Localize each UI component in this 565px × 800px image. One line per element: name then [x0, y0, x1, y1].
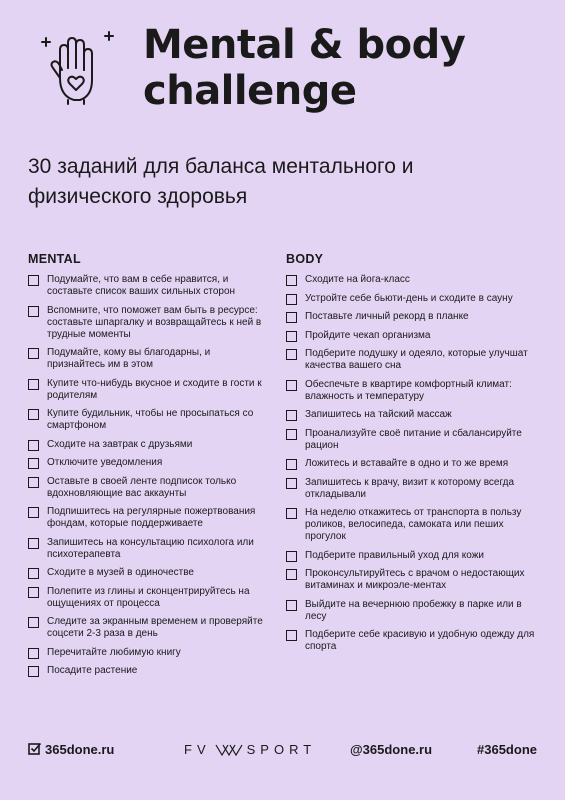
checkbox[interactable] [28, 348, 39, 359]
checklist-item-label: Обеспечьте в квартире комфортный климат: влажность и температуру [305, 378, 512, 402]
checklist-item [286, 507, 536, 543]
checkbox[interactable] [286, 569, 297, 580]
checklist-item-label: На неделю откажитесь от транспорта в пользу роликов, велосипеда, самоката или пеших прогулок [305, 507, 522, 542]
brand-logo [184, 742, 316, 757]
checklist-item-label: Купите будильник, чтобы не просыпаться со смартфоном [47, 408, 254, 431]
checklist-item [28, 347, 268, 371]
checklist-item-label: Вспомните, что поможет вам быть в ресурсе: составьте шпаргалку и возвращайтесь к ней в трудные моменты [47, 304, 262, 340]
checklist-item-label: Проанализуйте своё питание и сбалансируйте рацион [305, 427, 522, 451]
checklist-item-label: Пройдите чекап организма [305, 329, 431, 341]
checklist-item [28, 506, 268, 530]
checklist-item [286, 428, 536, 452]
footer-site-label: 365done.ru [45, 741, 115, 757]
checkbox[interactable] [28, 306, 39, 317]
checklist-item [28, 476, 268, 500]
checklist-item-label: Сходите на йога-класс [305, 274, 410, 285]
checklist-item [286, 379, 536, 403]
checklist-item-label: Купите что-нибудь вкусное и сходите в гости к родителям [47, 377, 262, 401]
checklist-item [286, 274, 536, 286]
checklist-item [28, 665, 268, 677]
checklist-item-label: Проконсультируйтесь с врачом о недостающих витаминах и микроэле-ментах [305, 568, 525, 591]
checkbox[interactable] [28, 275, 39, 286]
checklist-item [28, 537, 268, 561]
page-subtitle: 30 заданий для баланса ментального и физического здоровья [28, 155, 414, 208]
checkbox[interactable] [286, 551, 297, 562]
checkbox[interactable] [28, 379, 39, 390]
checklist-item-label: Выйдите на вечернюю пробежку в парке или в лесу [305, 598, 522, 622]
checklist-item-label: Запишитесь на тайский массаж [305, 409, 452, 420]
checklist-item [28, 586, 268, 610]
checklist-item-label: Подберите подушку и одеяло, которые улучшат качества вашего сна [305, 348, 528, 371]
checklist-item [286, 409, 536, 421]
checkbox[interactable] [28, 568, 39, 579]
checklist-item-label: Полепите из глины и сконцентрируйтесь на ощущениях от процесса [47, 585, 250, 609]
checklist-item-label: Запишитесь на консультацию психолога или психотерапевта [47, 536, 254, 560]
footer-site[interactable] [28, 742, 114, 757]
title-line-1: Mental & body [143, 22, 466, 68]
checklist-item [28, 408, 268, 432]
checkbox[interactable] [28, 648, 39, 659]
checklist-item [28, 616, 268, 640]
mental-task-list [28, 274, 268, 677]
checklist-item-label: Отключите уведомления [47, 457, 163, 468]
footer-handle[interactable]: @365done.ru [350, 741, 433, 757]
checklist-item [28, 647, 268, 659]
brand-right: SPORT [246, 741, 317, 757]
checklist-item-label: Устройте себе бьюти-день и сходите в сауну [305, 292, 513, 304]
checklist-item-label: Поставьте личный рекорд в планке [305, 311, 469, 322]
hand-heart-icon [38, 28, 120, 108]
title-line-2: challenge [143, 68, 357, 114]
checkbox[interactable] [28, 507, 39, 518]
checklist-item [286, 311, 536, 323]
checklist-item-label: Подберите правильный уход для кожи [305, 549, 484, 561]
checklist-item-label: Подпишитесь на регулярные пожертвования фондам, которые поддерживаете [47, 506, 256, 529]
page-title [143, 22, 465, 114]
checkbox[interactable] [286, 275, 297, 286]
checkbox[interactable] [286, 349, 297, 360]
checklist-item [286, 477, 536, 501]
checklist-item-label: Перечитайте любимую книгу [47, 646, 181, 658]
checkbox[interactable] [286, 508, 297, 519]
mental-heading: MENTAL [28, 252, 81, 266]
checkbox[interactable] [28, 587, 39, 598]
checklist-item [286, 330, 536, 342]
checkbox[interactable] [286, 331, 297, 342]
checklist-item [286, 568, 536, 592]
checkbox[interactable] [28, 458, 39, 469]
checkbox-check-icon [28, 742, 42, 756]
checklist-item-label: Следите за экранным временем и проверяйте соцсети 2-3 раза в день [47, 616, 263, 639]
checkbox[interactable] [286, 459, 297, 470]
checkbox[interactable] [28, 409, 39, 420]
checkbox[interactable] [286, 312, 297, 323]
checklist-item [286, 293, 536, 305]
body-column [286, 252, 536, 660]
checklist-item [286, 599, 536, 623]
checklist-item-label: Сходите в музей в одиночестве [47, 567, 194, 578]
checkbox[interactable] [286, 294, 297, 305]
body-task-list [286, 274, 536, 653]
checklist-item-label: Ложитесь и вставайте в одно и то же время [305, 458, 509, 469]
checklist-item [28, 457, 268, 469]
checklist-item-label: Подумайте, кому вы благодарны, и признайтесь им в этом [47, 347, 211, 370]
checkbox[interactable] [286, 380, 297, 391]
brand-wave-icon [215, 744, 243, 756]
checklist-item-label: Оставьте в своей ленте подписок только вдохновляющие вас аккаунты [47, 475, 237, 499]
checklist-item [286, 458, 536, 470]
checklist-item-label: Сходите на завтрак с друзьями [47, 438, 193, 450]
checklist-item [28, 378, 268, 402]
footer-hashtag[interactable]: #365done [477, 741, 537, 757]
checkbox[interactable] [286, 410, 297, 421]
checklist-item [28, 567, 268, 579]
checklist-item [286, 348, 536, 372]
footer [28, 740, 537, 758]
checkbox[interactable] [286, 630, 297, 641]
mental-column [28, 252, 268, 684]
checkbox[interactable] [286, 429, 297, 440]
checklist-item-label: Посадите растение [47, 665, 138, 676]
checkbox[interactable] [286, 600, 297, 611]
checklist-item [28, 439, 268, 451]
checkbox[interactable] [28, 477, 39, 488]
checkbox[interactable] [28, 666, 39, 677]
checklist-item [28, 274, 268, 298]
checkbox[interactable] [28, 538, 39, 549]
checklist-item-label: Запишитесь к врачу, визит к которому всегда откладывали [305, 476, 515, 500]
brand-left: FV [184, 741, 211, 757]
checklist-item [28, 305, 268, 341]
checkbox[interactable] [28, 440, 39, 451]
checklist-item [286, 550, 536, 562]
body-heading: BODY [286, 252, 324, 266]
checkbox[interactable] [286, 478, 297, 489]
checklist-item [286, 629, 536, 653]
checkbox[interactable] [28, 617, 39, 628]
checklist-item-label: Подумайте, что вам в себе нравится, и составьте список ваших сильных сторон [47, 274, 236, 297]
checklist-item-label: Подберите себе красивую и удобную одежду для спорта [305, 629, 535, 652]
